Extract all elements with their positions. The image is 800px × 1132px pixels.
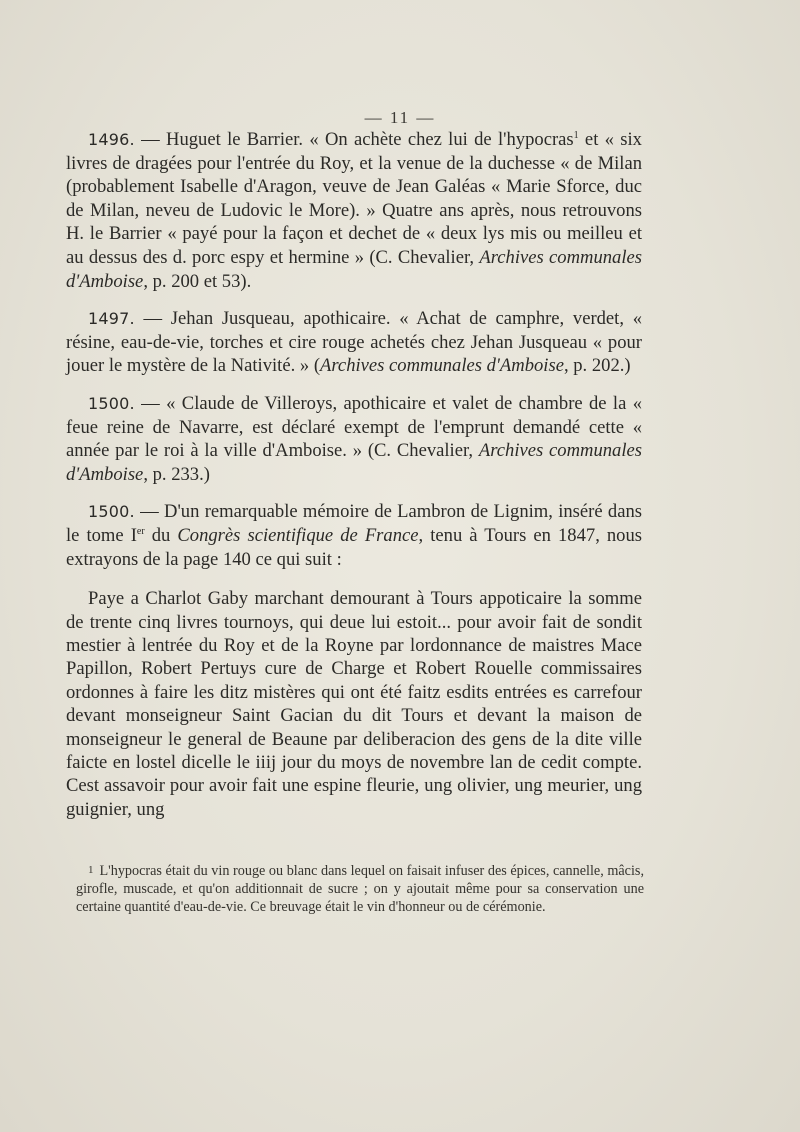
footnote xyxy=(76,862,644,916)
entry-1497 xyxy=(66,307,642,378)
entry-text: , p. 233.) xyxy=(143,463,210,485)
entry-text: et « six livres de dragées pour l'entrée du Roy, et la venue de la duchesse « de Milan (probablement Isabelle d'Aragon, veuve de Jean Galéas « Marie Sforce, duc de Milan, neveu de Ludovic le More). » Quatre ans après, nous retrouvons H. le Barrier « payé pour la façon et dechet de « deux lys mis ou meilleu et au dessus des d. porc espy et hermine » (C. Chevalier, xyxy=(66,129,642,268)
cited-title: Archives communales d'Amboise xyxy=(66,440,642,485)
superscript: er xyxy=(136,525,145,537)
entry-1500-a xyxy=(66,392,642,486)
cited-title: Congrès scientifique de France xyxy=(177,524,419,546)
page-number: — 11 — xyxy=(364,108,436,127)
footnote-text: L'hypocras était du vin rouge ou blanc dans lequel on faisait infuser des épices, cannelle, mâcis, girofle, muscade, et qu'on additionnait de sucre ; on y ajoutait même pour sa conservation une certaine quantité d'eau-de-vie. Ce breuvage était le vin d'honneur ou de cérémonie. xyxy=(76,863,644,915)
entry-year: 1500. xyxy=(88,502,135,522)
cited-title: Archives communales d'Amboise xyxy=(66,246,642,292)
footnote-number: 1 xyxy=(88,864,94,876)
entry-text: , p. 202.) xyxy=(563,355,631,377)
footnote-area xyxy=(76,862,644,916)
entry-text: — « Claude de Villeroys, apothicaire et valet de chambre de la « feue reine de Navarre, est déclaré exempt de l'emprunt demandé cette « année par le roi à la ville d'Amboise. » (C. Chevalier, xyxy=(66,392,642,462)
entry-1496 xyxy=(66,128,642,293)
quoted-document: Paye a Charlot Gaby marchant demourant à Tours appoticaire la somme de trente cinq livres tournoys, qui deue lui estoit... pour avoir fait de sondit mestier à lentrée du Roy et de la Royne par lordonnance de maistres Mace Papillon, Robert Pertuys cure de Charge et Robert Rouelle commissaires ordonnes à faire les ditz mistères qui ont été faitz esdits entrées es carrefour devant monseigneur Saint Gacian du dit Tours et devant la maison de monseigneur le general de Beaune par deliberacion des gens de la dite ville faicte en lostel dicelle le iiij jour du moys de novembre lan de cedit compte. Cest assavoir pour avoir fait une espine fleurie, ung olivier, ung meurier, ung guignier, ung xyxy=(66,588,642,820)
footnote-ref: 1 xyxy=(573,129,579,141)
entry-year: 1496. xyxy=(88,130,135,149)
entry-text: , p. 200 et 53). xyxy=(143,270,252,292)
cited-title: Archives communales d'Amboise xyxy=(320,355,564,377)
entry-text: — Jehan Jusqueau, apothicaire. « Achat de camphre, verdet, « résine, eau-de-vie, torches et cire rouge achetés chez Jehan Jusqueau « pour jouer le mystère de la Nativité. » ( xyxy=(66,308,642,377)
entry-text: du xyxy=(144,524,178,546)
entry-year: 1500. xyxy=(88,393,135,413)
entry-text: , tenu à Tours en 1847, nous extrayons de la page 140 ce qui suit : xyxy=(66,524,643,570)
entry-text: — D'un remarquable mémoire de Lambron de Lignim, inséré dans le tome I xyxy=(66,501,642,546)
entry-year: 1497. xyxy=(88,309,135,329)
entry-1500-b xyxy=(66,500,642,571)
main-text xyxy=(66,128,642,821)
entry-text: — Huguet le Barrier. « On achète chez lui de l'hypocras xyxy=(134,129,574,150)
